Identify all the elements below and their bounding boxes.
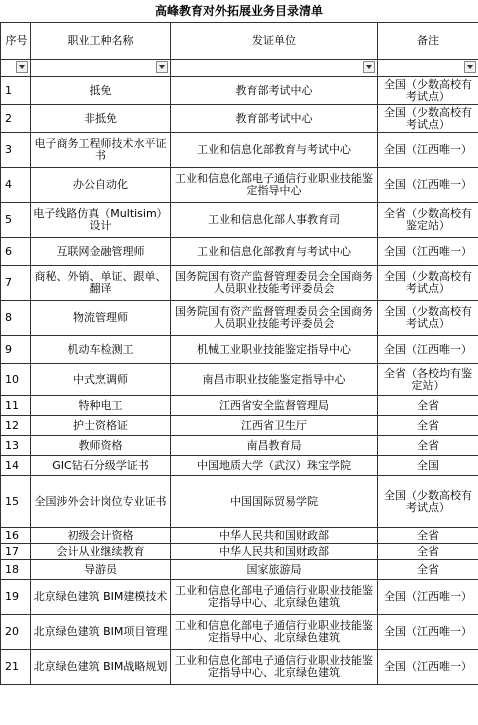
- cell-no[interactable]: 1: [1, 77, 31, 105]
- cell-no[interactable]: 8: [1, 301, 31, 336]
- cell-name[interactable]: 办公自动化: [31, 168, 171, 203]
- cell-unit[interactable]: 工业和信息化部电子通信行业职业技能鉴定指导中心、北京绿色建筑: [171, 650, 378, 685]
- table-row: [1, 168, 478, 203]
- cell-note[interactable]: 全省（少数高校有鉴定站）: [378, 203, 478, 238]
- cell-name[interactable]: 非抵免: [31, 105, 171, 133]
- catalog-table: [0, 22, 478, 685]
- cell-no[interactable]: 7: [1, 266, 31, 301]
- table-row: [1, 396, 478, 416]
- cell-note[interactable]: 全国（少数高校有考试点）: [378, 105, 478, 133]
- cell-note[interactable]: 全省: [378, 560, 478, 580]
- filter-cell-no: [1, 60, 31, 77]
- table-row: [1, 416, 478, 436]
- cell-name[interactable]: 导游员: [31, 560, 171, 580]
- cell-name[interactable]: 电子线路仿真（Multisim）设计: [31, 203, 171, 238]
- cell-unit[interactable]: 教育部考试中心: [171, 105, 378, 133]
- cell-unit[interactable]: 江西省安全监督管理局: [171, 396, 378, 416]
- filter-cell-unit: [171, 60, 378, 77]
- cell-no[interactable]: 6: [1, 238, 31, 266]
- cell-no[interactable]: 14: [1, 456, 31, 476]
- table-row: [1, 77, 478, 105]
- cell-no[interactable]: 9: [1, 336, 31, 364]
- cell-name[interactable]: 会计从业继续教育: [31, 544, 171, 560]
- cell-note[interactable]: 全省: [378, 436, 478, 456]
- cell-unit[interactable]: 中华人民共和国财政部: [171, 544, 378, 560]
- table-row: [1, 266, 478, 301]
- cell-name[interactable]: 物流管理师: [31, 301, 171, 336]
- table-row: [1, 238, 478, 266]
- cell-unit[interactable]: 中华人民共和国财政部: [171, 528, 378, 544]
- cell-name[interactable]: 抵免: [31, 77, 171, 105]
- cell-no[interactable]: 21: [1, 650, 31, 685]
- table-row: [1, 105, 478, 133]
- cell-note[interactable]: 全国（少数高校有考试点）: [378, 301, 478, 336]
- table-row: [1, 301, 478, 336]
- cell-no[interactable]: 12: [1, 416, 31, 436]
- cell-note[interactable]: 全省: [378, 544, 478, 560]
- cell-unit[interactable]: 国家旅游局: [171, 560, 378, 580]
- cell-unit[interactable]: 工业和信息化部教育与考试中心: [171, 133, 378, 168]
- cell-note[interactable]: 全国（江西唯一）: [378, 238, 478, 266]
- cell-no[interactable]: 5: [1, 203, 31, 238]
- cell-unit[interactable]: 国务院国有资产监督管理委员会全国商务人员职业技能考评委员会: [171, 266, 378, 301]
- cell-unit[interactable]: 教育部考试中心: [171, 77, 378, 105]
- cell-note[interactable]: 全国（少数高校有考试点）: [378, 476, 478, 528]
- cell-note[interactable]: 全省: [378, 416, 478, 436]
- cell-no[interactable]: 10: [1, 364, 31, 396]
- cell-note[interactable]: 全国（少数高校有考试点）: [378, 266, 478, 301]
- cell-note[interactable]: 全国（江西唯一）: [378, 580, 478, 615]
- filter-dropdown-icon[interactable]: [464, 61, 476, 73]
- cell-note[interactable]: 全省: [378, 396, 478, 416]
- cell-unit[interactable]: 工业和信息化部人事教育司: [171, 203, 378, 238]
- cell-no[interactable]: 13: [1, 436, 31, 456]
- filter-dropdown-icon[interactable]: [156, 61, 168, 73]
- cell-no[interactable]: 4: [1, 168, 31, 203]
- cell-note[interactable]: 全国: [378, 456, 478, 476]
- table-row: [1, 456, 478, 476]
- header-row: [1, 23, 478, 60]
- filter-cell-name: [31, 60, 171, 77]
- cell-unit[interactable]: 国务院国有资产监督管理委员会全国商务人员职业技能考评委员会: [171, 301, 378, 336]
- cell-unit[interactable]: 中国地质大学（武汉）珠宝学院: [171, 456, 378, 476]
- cell-unit[interactable]: 工业和信息化部电子通信行业职业技能鉴定指导中心、北京绿色建筑: [171, 580, 378, 615]
- table-row: [1, 615, 478, 650]
- cell-name[interactable]: 特种电工: [31, 396, 171, 416]
- cell-name[interactable]: 北京绿色建筑 BIM建模技术: [31, 580, 171, 615]
- cell-no[interactable]: 20: [1, 615, 31, 650]
- cell-no[interactable]: 16: [1, 528, 31, 544]
- cell-unit[interactable]: 南昌市职业技能鉴定指导中心: [171, 364, 378, 396]
- cell-no[interactable]: 3: [1, 133, 31, 168]
- table-row: [1, 580, 478, 615]
- table-row: [1, 476, 478, 528]
- cell-name[interactable]: 护士资格证: [31, 416, 171, 436]
- cell-name[interactable]: 互联网金融管理师: [31, 238, 171, 266]
- table-row: [1, 436, 478, 456]
- cell-name[interactable]: 电子商务工程师技术水平证书: [31, 133, 171, 168]
- table-row: [1, 364, 478, 396]
- table-row: [1, 203, 478, 238]
- cell-unit[interactable]: 工业和信息化部教育与考试中心: [171, 238, 378, 266]
- cell-note[interactable]: 全国（江西唯一）: [378, 615, 478, 650]
- cell-no[interactable]: 2: [1, 105, 31, 133]
- cell-name[interactable]: 机动车检测工: [31, 336, 171, 364]
- filter-row: [1, 60, 478, 77]
- cell-name[interactable]: 北京绿色建筑 BIM项目管理: [31, 615, 171, 650]
- sheet-title: 高峰教育对外拓展业务目录清单: [154, 4, 323, 18]
- table-row: [1, 133, 478, 168]
- cell-unit[interactable]: 中国国际贸易学院: [171, 476, 378, 528]
- header-no: 序号: [1, 23, 31, 60]
- header-name: 职业工种名称: [31, 23, 171, 60]
- cell-name[interactable]: 商秘、外销、单证、跟单、翻译: [31, 266, 171, 301]
- cell-name[interactable]: 初级会计资格: [31, 528, 171, 544]
- cell-note[interactable]: 全国（江西唯一）: [378, 133, 478, 168]
- filter-cell-note: [378, 60, 478, 77]
- header-unit: 发证单位: [171, 23, 378, 60]
- table-row: [1, 544, 478, 560]
- cell-no[interactable]: 18: [1, 560, 31, 580]
- cell-no[interactable]: 17: [1, 544, 31, 560]
- cell-no[interactable]: 11: [1, 396, 31, 416]
- cell-note[interactable]: 全国（少数高校有考试点）: [378, 77, 478, 105]
- cell-no[interactable]: 15: [1, 476, 31, 528]
- cell-unit[interactable]: 工业和信息化部电子通信行业职业技能鉴定指导中心、北京绿色建筑: [171, 615, 378, 650]
- cell-name[interactable]: 全国涉外会计岗位专业证书: [31, 476, 171, 528]
- cell-name[interactable]: 教师资格: [31, 436, 171, 456]
- filter-dropdown-icon[interactable]: [16, 61, 28, 73]
- cell-unit[interactable]: 机械工业职业技能鉴定指导中心: [171, 336, 378, 364]
- cell-name[interactable]: 北京绿色建筑 BIM战略规划: [31, 650, 171, 685]
- table-row: [1, 650, 478, 685]
- cell-name[interactable]: GIC钻石分级学证书: [31, 456, 171, 476]
- filter-dropdown-icon[interactable]: [363, 61, 375, 73]
- cell-name[interactable]: 中式烹调师: [31, 364, 171, 396]
- header-note: 备注: [378, 23, 478, 60]
- cell-unit[interactable]: 工业和信息化部电子通信行业职业技能鉴定指导中心: [171, 168, 378, 203]
- table-row: [1, 336, 478, 364]
- cell-note[interactable]: 全省: [378, 528, 478, 544]
- table-row: [1, 528, 478, 544]
- cell-note[interactable]: 全省（各校均有鉴定站）: [378, 364, 478, 396]
- table-row: [1, 560, 478, 580]
- cell-note[interactable]: 全国（江西唯一）: [378, 168, 478, 203]
- cell-unit[interactable]: 江西省卫生厅: [171, 416, 378, 436]
- cell-note[interactable]: 全国（江西唯一）: [378, 336, 478, 364]
- cell-note[interactable]: 全国（江西唯一）: [378, 650, 478, 685]
- cell-no[interactable]: 19: [1, 580, 31, 615]
- cell-unit[interactable]: 南昌教育局: [171, 436, 378, 456]
